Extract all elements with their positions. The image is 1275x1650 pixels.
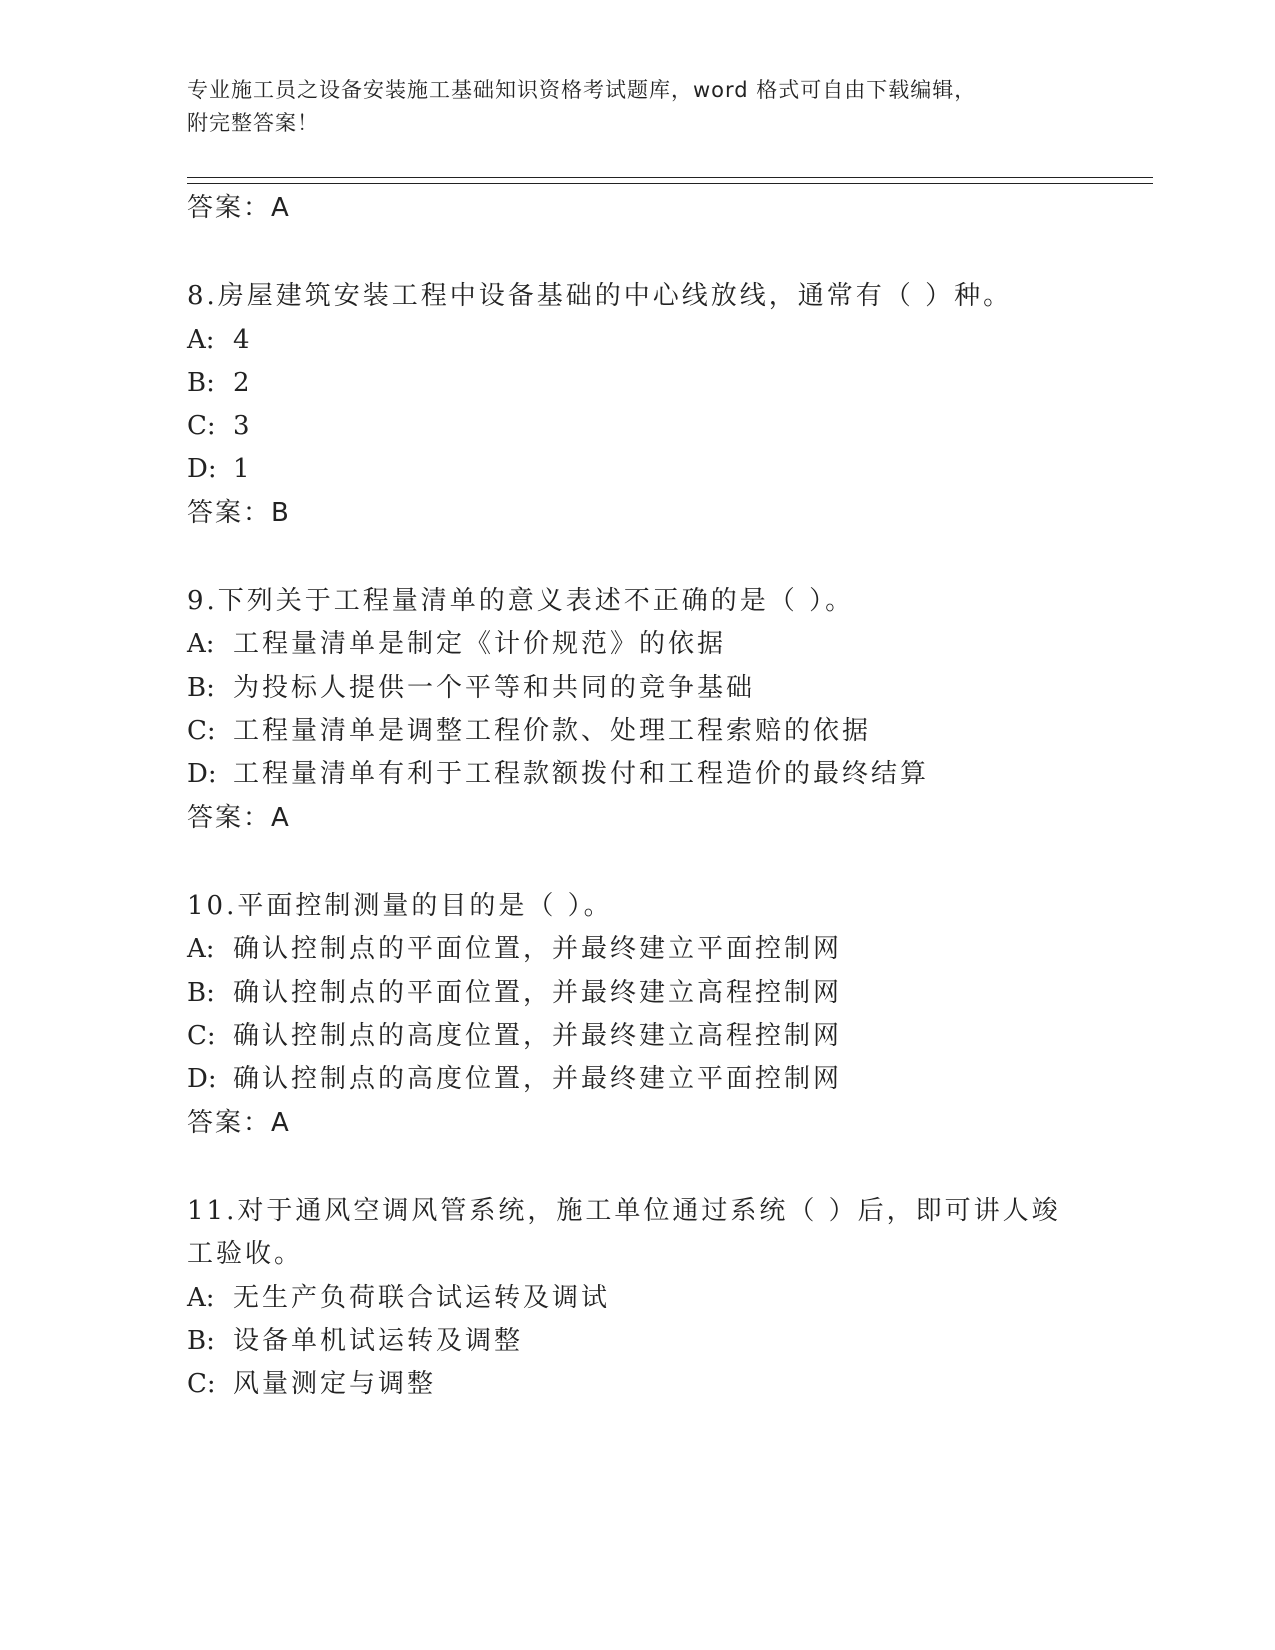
option-label: A:: [187, 1283, 215, 1313]
question-9-option-c: [187, 713, 871, 749]
option-text: 确认控制点的平面位置，并最终建立平面控制网: [233, 934, 843, 964]
question-9-option-b: [187, 670, 755, 706]
option-text: 为投标人提供一个平等和共同的竞争基础: [233, 673, 756, 703]
option-label: A:: [187, 629, 215, 659]
option-label: D:: [187, 1064, 217, 1094]
option-label: D:: [187, 759, 217, 789]
option-text: 工程量清单是调整工程价款、处理工程索赔的依据: [233, 716, 872, 746]
question-10-option-b: [187, 975, 842, 1011]
option-label: B:: [187, 368, 215, 398]
question-10-option-d: [187, 1061, 842, 1097]
option-label: A:: [187, 325, 215, 355]
question-10-stem: 10.平面控制测量的目的是（ ）。: [187, 891, 613, 921]
document-header: [187, 74, 1087, 140]
option-text: 工程量清单有利于工程款额拨付和工程造价的最终结算: [233, 759, 930, 789]
option-label: D:: [187, 454, 217, 484]
header-line-1: 专业施工员之设备安装施工基础知识资格考试题库，word 格式可自由下载编辑，: [187, 78, 977, 102]
question-8-option-c: [187, 408, 253, 444]
question-10-option-c: [187, 1018, 842, 1054]
question-11-stem-line-2: 工验收。: [187, 1239, 304, 1269]
option-text: 确认控制点的平面位置，并最终建立高程控制网: [233, 978, 843, 1008]
option-text: 设备单机试运转及调整: [233, 1326, 524, 1356]
option-text: 3: [233, 411, 253, 441]
option-text: 确认控制点的高度位置，并最终建立高程控制网: [233, 1021, 843, 1051]
answer-q9: 答案：A: [187, 803, 291, 833]
option-text: 工程量清单是制定《计价规范》的依据: [233, 629, 727, 659]
option-text: 确认控制点的高度位置，并最终建立平面控制网: [233, 1064, 843, 1094]
option-label: B:: [187, 673, 215, 703]
question-11-option-c: [187, 1366, 436, 1402]
question-9-option-a: [187, 626, 726, 662]
question-11-option-b: [187, 1323, 523, 1359]
question-8-option-b: [187, 365, 253, 401]
option-label: C:: [187, 716, 216, 746]
header-divider-top: [187, 177, 1153, 178]
option-label: C:: [187, 1369, 216, 1399]
question-8-option-d: [187, 451, 253, 487]
answer-q10: 答案：A: [187, 1108, 291, 1138]
option-text: 风量测定与调整: [233, 1369, 437, 1399]
option-label: B:: [187, 978, 215, 1008]
question-8-option-a: [187, 322, 253, 358]
question-11-option-a: [187, 1280, 610, 1316]
question-8-stem: 8.房屋建筑安装工程中设备基础的中心线放线，通常有（ ）种。: [187, 281, 1013, 311]
question-9-option-d: [187, 756, 929, 792]
option-label: C:: [187, 411, 216, 441]
option-text: 1: [233, 454, 253, 484]
question-11-stem-line-1: 11.对于通风空调风管系统，施工单位通过系统（ ）后，即可讲人竣: [187, 1196, 1061, 1226]
option-text: 4: [233, 325, 253, 355]
header-line-2: 附完整答案！: [187, 111, 319, 135]
question-9-stem: 9.下列关于工程量清单的意义表述不正确的是（ ）。: [187, 586, 855, 616]
option-label: B:: [187, 1326, 215, 1356]
answer-q7: 答案：A: [187, 193, 291, 223]
option-label: A:: [187, 934, 215, 964]
option-text: 2: [233, 368, 253, 398]
option-text: 无生产负荷联合试运转及调试: [233, 1283, 611, 1313]
answer-q8: 答案：B: [187, 498, 291, 528]
header-divider-bottom: [187, 183, 1153, 184]
option-label: C:: [187, 1021, 216, 1051]
question-10-option-a: [187, 931, 842, 967]
